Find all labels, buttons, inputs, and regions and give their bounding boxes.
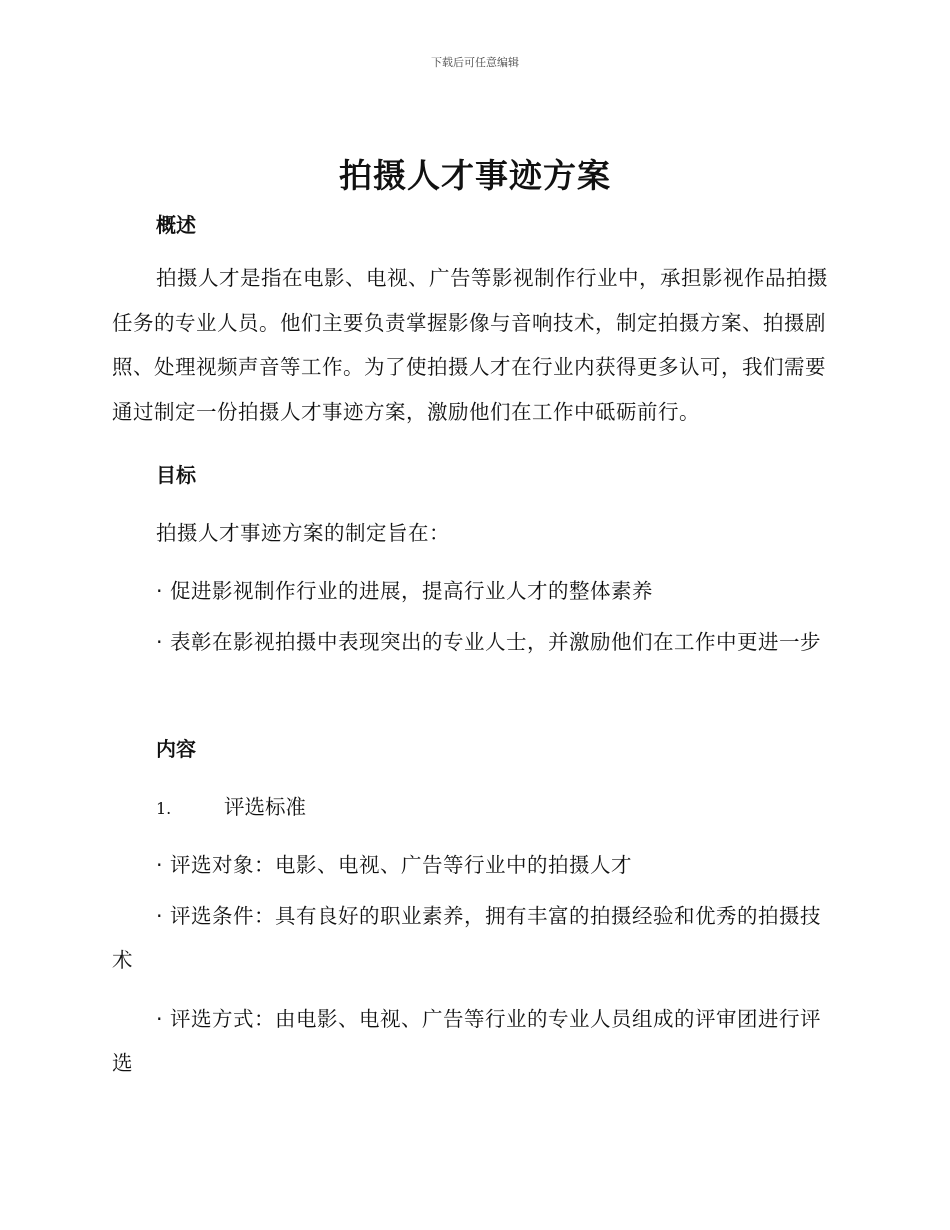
section-heading-overview: 概述 [156, 213, 196, 237]
criteria-item-target: · 评选对象：电影、电视、广告等行业中的拍摄人才 [156, 853, 633, 877]
section-heading-content: 内容 [156, 737, 196, 761]
goal-item-2: · 表彰在影视拍摄中表现突出的专业人士，并激励他们在工作中更进一步 [156, 630, 822, 654]
section-heading-goals: 目标 [156, 463, 196, 487]
numbered-item-criteria [156, 790, 306, 820]
criteria-item-conditions: · 评选条件：具有良好的职业素养，拥有丰富的拍摄经验和优秀的拍摄技术 [112, 904, 822, 972]
header-note: 下载后可任意编辑 [431, 56, 519, 69]
criteria-item-method: · 评选方式：由电影、电视、广告等行业的专业人员组成的评审团进行评选 [112, 1007, 822, 1075]
overview-paragraph: 拍摄人才是指在电影、电视、广告等影视制作行业中，承担影视作品拍摄任务的专业人员。他们主要负责掌握影像与音响技术，制定拍摄方案、拍摄剧照、处理视频声音等工作。为了使拍摄人才在行业内获得更多认可，我们需要通过制定一份拍摄人才事迹方案，激励他们在工作中砥砺前行。 [112, 266, 828, 424]
item-number: 1. [156, 799, 172, 818]
goal-item-1: · 促进影视制作行业的进展，提高行业人才的整体素养 [156, 579, 654, 603]
item-label: 评选标准 [224, 795, 306, 819]
document-title: 拍摄人才事迹方案 [339, 156, 611, 195]
goals-intro: 拍摄人才事迹方案的制定旨在： [156, 521, 450, 545]
